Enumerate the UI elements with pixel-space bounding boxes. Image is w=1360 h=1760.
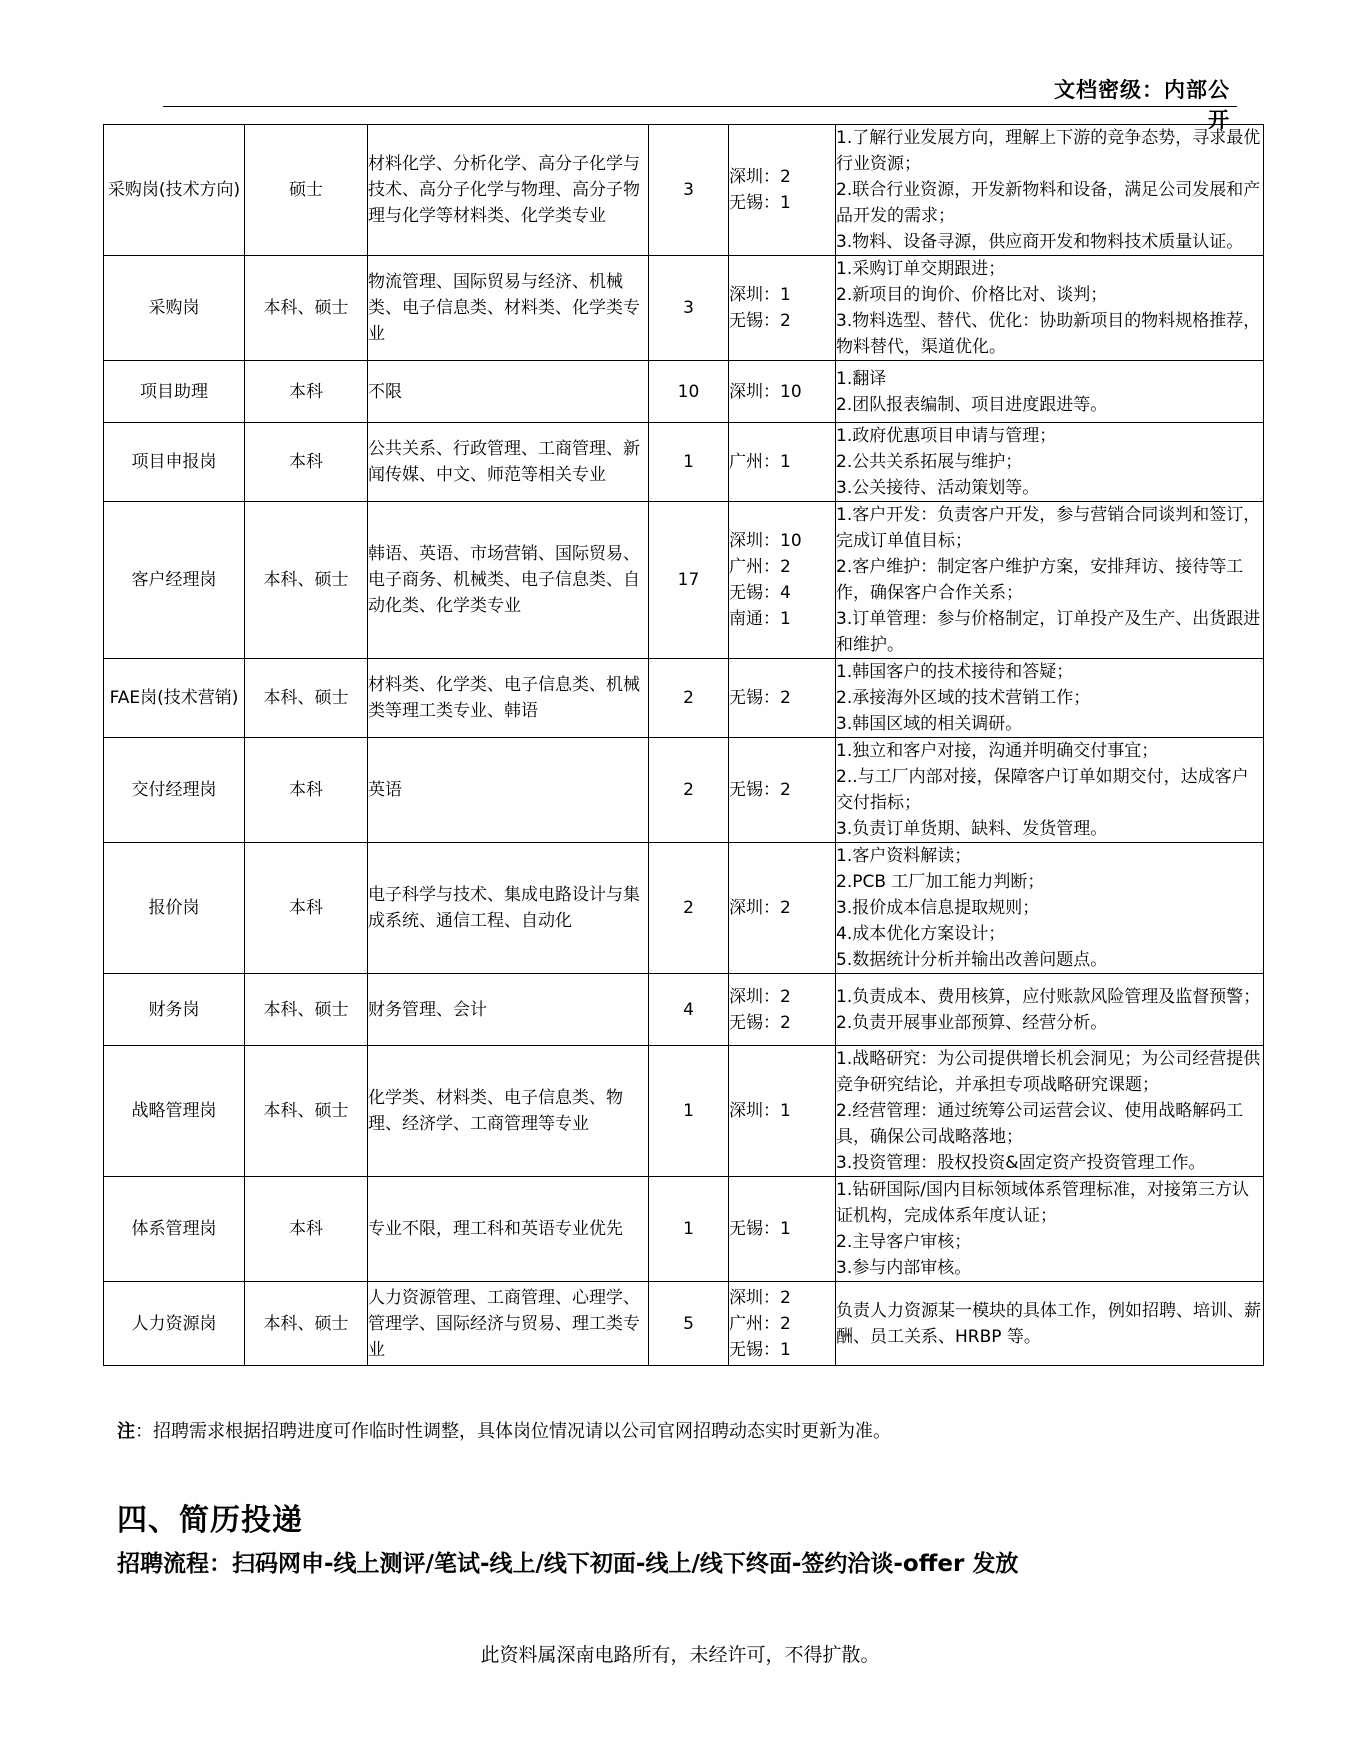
headcount: 2 xyxy=(649,738,729,843)
job-duties xyxy=(836,361,1264,423)
table-note xyxy=(117,1417,891,1443)
major-requirement: 专业不限，理工科和英语专业优先 xyxy=(368,1177,649,1282)
duty-item: 2.主导客户审核； xyxy=(836,1232,972,1252)
headcount: 3 xyxy=(649,125,729,256)
headcount: 1 xyxy=(649,1046,729,1177)
location-item: 广州：1 xyxy=(729,452,791,472)
headcount: 3 xyxy=(649,256,729,361)
degree-requirement: 硕士 xyxy=(245,125,368,256)
degree-requirement: 本科 xyxy=(245,843,368,974)
duty-item: 3.韩国区域的相关调研。 xyxy=(836,714,1023,734)
location-item: 深圳：10 xyxy=(729,381,802,402)
table-row xyxy=(104,125,1264,256)
work-locations xyxy=(729,125,836,256)
duty-item: 1.钻研国际/国内目标领域体系管理标准，对接第三方认证机构，完成体系年度认证； xyxy=(836,1180,1249,1226)
work-locations xyxy=(729,1046,836,1177)
headcount: 5 xyxy=(649,1282,729,1366)
location-item: 无锡：1 xyxy=(729,193,791,213)
duty-item: 1.负责成本、费用核算，应付账款风险管理及监督预警； xyxy=(836,986,1261,1007)
position-title: 战略管理岗 xyxy=(104,1046,245,1177)
degree-requirement: 本科、硕士 xyxy=(245,256,368,361)
degree-requirement: 本科、硕士 xyxy=(245,502,368,659)
degree-requirement: 本科 xyxy=(245,738,368,843)
table-row xyxy=(104,256,1264,361)
headcount: 2 xyxy=(649,659,729,738)
major-requirement: 人力资源管理、工商管理、心理学、管理学、国际经济与贸易、理工类专业 xyxy=(368,1282,649,1366)
location-item: 深圳：1 xyxy=(729,285,791,305)
major-requirement: 材料化学、分析化学、高分子化学与技术、高分子化学与物理、高分子物理与化学等材料类、化学类专业 xyxy=(368,125,649,256)
job-duties xyxy=(836,1046,1264,1177)
position-title: 体系管理岗 xyxy=(104,1177,245,1282)
work-locations xyxy=(729,974,836,1046)
table-row xyxy=(104,738,1264,843)
table-row xyxy=(104,843,1264,974)
job-duties xyxy=(836,1282,1264,1366)
work-locations xyxy=(729,256,836,361)
position-title: FAE岗(技术营销) xyxy=(104,659,245,738)
recruitment-process: 招聘流程：扫码网申-线上测评/笔试-线上/线下初面-线上/线下终面-签约洽谈-offer 发放 xyxy=(117,1551,1019,1577)
duty-item: 2.团队报表编制、项目进度跟进等。 xyxy=(836,394,1108,415)
work-locations xyxy=(729,659,836,738)
location-item: 深圳：2 xyxy=(729,898,791,918)
duty-item: 1.翻译 xyxy=(836,368,887,389)
duty-item: 1.了解行业发展方向，理解上下游的竞争态势，寻求最优行业资源； xyxy=(836,128,1261,174)
duty-item: 2.新项目的询价、价格比对、谈判； xyxy=(836,285,1108,305)
duty-item: 2.PCB 工厂加工能力判断； xyxy=(836,872,1045,892)
position-title: 采购岗(技术方向) xyxy=(104,125,245,256)
major-requirement: 材料类、化学类、电子信息类、机械类等理工类专业、韩语 xyxy=(368,659,649,738)
duty-item: 2.联合行业资源，开发新物料和设备，满足公司发展和产品开发的需求； xyxy=(836,180,1261,226)
footer-disclaimer: 此资料属深南电路所有，未经许可，不得扩散。 xyxy=(480,1644,880,1666)
duty-item: 5.数据统计分析并输出改善问题点。 xyxy=(836,950,1108,970)
document-classification: 文档密级：内部公开 xyxy=(1054,78,1230,132)
duty-item: 2.经营管理：通过统筹公司运营会议、使用战略解码工具，确保公司战略落地； xyxy=(836,1101,1244,1147)
headcount: 4 xyxy=(649,974,729,1046)
duty-item: 3.订单管理：参与价格制定，订单投产及生产、出货跟进和维护。 xyxy=(836,609,1261,655)
duty-item: 3.报价成本信息提取规则； xyxy=(836,898,1040,918)
duty-item: 3.公关接待、活动策划等。 xyxy=(836,478,1040,498)
degree-requirement: 本科、硕士 xyxy=(245,1046,368,1177)
job-duties xyxy=(836,974,1264,1046)
work-locations xyxy=(729,738,836,843)
table-row xyxy=(104,423,1264,502)
work-locations xyxy=(729,1177,836,1282)
header-divider xyxy=(163,106,1237,107)
duty-item: 负责人力资源某一模块的具体工作，例如招聘、培训、薪酬、员工关系、HRBP 等。 xyxy=(836,1300,1261,1347)
major-requirement: 物流管理、国际贸易与经济、机械类、电子信息类、材料类、化学类专业 xyxy=(368,256,649,361)
table-row xyxy=(104,502,1264,659)
degree-requirement: 本科、硕士 xyxy=(245,974,368,1046)
work-locations xyxy=(729,361,836,423)
position-title: 交付经理岗 xyxy=(104,738,245,843)
duty-item: 4.成本优化方案设计； xyxy=(836,924,1006,944)
duty-item: 1.客户开发：负责客户开发，参与营销合同谈判和签订，完成订单值目标； xyxy=(836,505,1261,551)
table-row xyxy=(104,974,1264,1046)
degree-requirement: 本科、硕士 xyxy=(245,1282,368,1366)
major-requirement: 公共关系、行政管理、工商管理、新闻传媒、中文、师范等相关专业 xyxy=(368,423,649,502)
location-item: 南通：1 xyxy=(729,609,791,629)
location-item: 深圳：1 xyxy=(729,1101,791,1121)
table-row xyxy=(104,1046,1264,1177)
location-item: 深圳：2 xyxy=(729,167,791,187)
duty-item: 1.采购订单交期跟进； xyxy=(836,259,1006,279)
headcount: 1 xyxy=(649,1177,729,1282)
major-requirement: 不限 xyxy=(368,361,649,423)
degree-requirement: 本科、硕士 xyxy=(245,659,368,738)
job-duties xyxy=(836,125,1264,256)
location-item: 深圳：10 xyxy=(729,531,802,551)
position-title: 项目助理 xyxy=(104,361,245,423)
location-item: 无锡：4 xyxy=(729,583,791,603)
job-duties xyxy=(836,843,1264,974)
duty-item: 2.公共关系拓展与维护； xyxy=(836,452,1023,472)
duty-item: 2.负责开展事业部预算、经营分析。 xyxy=(836,1012,1108,1033)
location-item: 无锡：1 xyxy=(729,1219,791,1239)
table-row xyxy=(104,659,1264,738)
location-item: 无锡：2 xyxy=(729,1012,791,1033)
position-title: 人力资源岗 xyxy=(104,1282,245,1366)
duty-item: 2.承接海外区域的技术营销工作； xyxy=(836,688,1091,708)
position-title: 项目申报岗 xyxy=(104,423,245,502)
job-duties xyxy=(836,502,1264,659)
location-item: 广州：2 xyxy=(729,557,791,577)
section-title: 四、简历投递 xyxy=(117,1503,303,1538)
major-requirement: 财务管理、会计 xyxy=(368,974,649,1046)
duty-item: 1.战略研究：为公司提供增长机会洞见；为公司经营提供竞争研究结论，并承担专项战略研究课题； xyxy=(836,1049,1261,1095)
headcount: 17 xyxy=(649,502,729,659)
duty-item: 1.政府优惠项目申请与管理； xyxy=(836,426,1057,446)
duty-item: 2..与工厂内部对接，保障客户订单如期交付，达成客户交付指标； xyxy=(836,767,1249,813)
degree-requirement: 本科 xyxy=(245,423,368,502)
note-label: 注 xyxy=(117,1421,135,1442)
duty-item: 1.独立和客户对接，沟通并明确交付事宜； xyxy=(836,741,1159,761)
headcount: 2 xyxy=(649,843,729,974)
position-title: 采购岗 xyxy=(104,256,245,361)
position-title: 财务岗 xyxy=(104,974,245,1046)
job-positions-table xyxy=(103,124,1264,1366)
duty-item: 3.投资管理：股权投资&固定资产投资管理工作。 xyxy=(836,1153,1206,1173)
table-row xyxy=(104,361,1264,423)
job-duties xyxy=(836,256,1264,361)
location-item: 广州：2 xyxy=(729,1313,791,1334)
headcount: 10 xyxy=(649,361,729,423)
headcount: 1 xyxy=(649,423,729,502)
duty-item: 3.物料、设备寻源，供应商开发和物料技术质量认证。 xyxy=(836,232,1244,252)
duty-item: 1.韩国客户的技术接待和答疑； xyxy=(836,662,1074,682)
location-item: 无锡：2 xyxy=(729,688,791,708)
position-title: 报价岗 xyxy=(104,843,245,974)
job-duties xyxy=(836,1177,1264,1282)
major-requirement: 化学类、材料类、电子信息类、物理、经济学、工商管理等专业 xyxy=(368,1046,649,1177)
duty-item: 3.负责订单货期、缺料、发货管理。 xyxy=(836,819,1108,839)
position-title: 客户经理岗 xyxy=(104,502,245,659)
duty-item: 3.参与内部审核。 xyxy=(836,1258,972,1278)
work-locations xyxy=(729,1282,836,1366)
duty-item: 1.客户资料解读； xyxy=(836,846,972,866)
location-item: 无锡：2 xyxy=(729,311,791,331)
work-locations xyxy=(729,502,836,659)
major-requirement: 英语 xyxy=(368,738,649,843)
location-item: 深圳：2 xyxy=(729,986,791,1007)
major-requirement: 电子科学与技术、集成电路设计与集成系统、通信工程、自动化 xyxy=(368,843,649,974)
table-row xyxy=(104,1282,1264,1366)
major-requirement: 韩语、英语、市场营销、国际贸易、电子商务、机械类、电子信息类、自动化类、化学类专业 xyxy=(368,502,649,659)
location-item: 无锡：2 xyxy=(729,780,791,800)
table-row xyxy=(104,1177,1264,1282)
work-locations xyxy=(729,843,836,974)
job-duties xyxy=(836,659,1264,738)
degree-requirement: 本科 xyxy=(245,1177,368,1282)
duty-item: 2.客户维护：制定客户维护方案，安排拜访、接待等工作，确保客户合作关系； xyxy=(836,557,1244,603)
location-item: 深圳：2 xyxy=(729,1287,791,1308)
degree-requirement: 本科 xyxy=(245,361,368,423)
duty-item: 3.物料选型、替代、优化：协助新项目的物料规格推荐，物料替代，渠道优化。 xyxy=(836,311,1261,357)
job-duties xyxy=(836,423,1264,502)
note-text: ：招聘需求根据招聘进度可作临时性调整，具体岗位情况请以公司官网招聘动态实时更新为准。 xyxy=(135,1421,891,1442)
job-duties xyxy=(836,738,1264,843)
work-locations xyxy=(729,423,836,502)
location-item: 无锡：1 xyxy=(729,1339,791,1360)
